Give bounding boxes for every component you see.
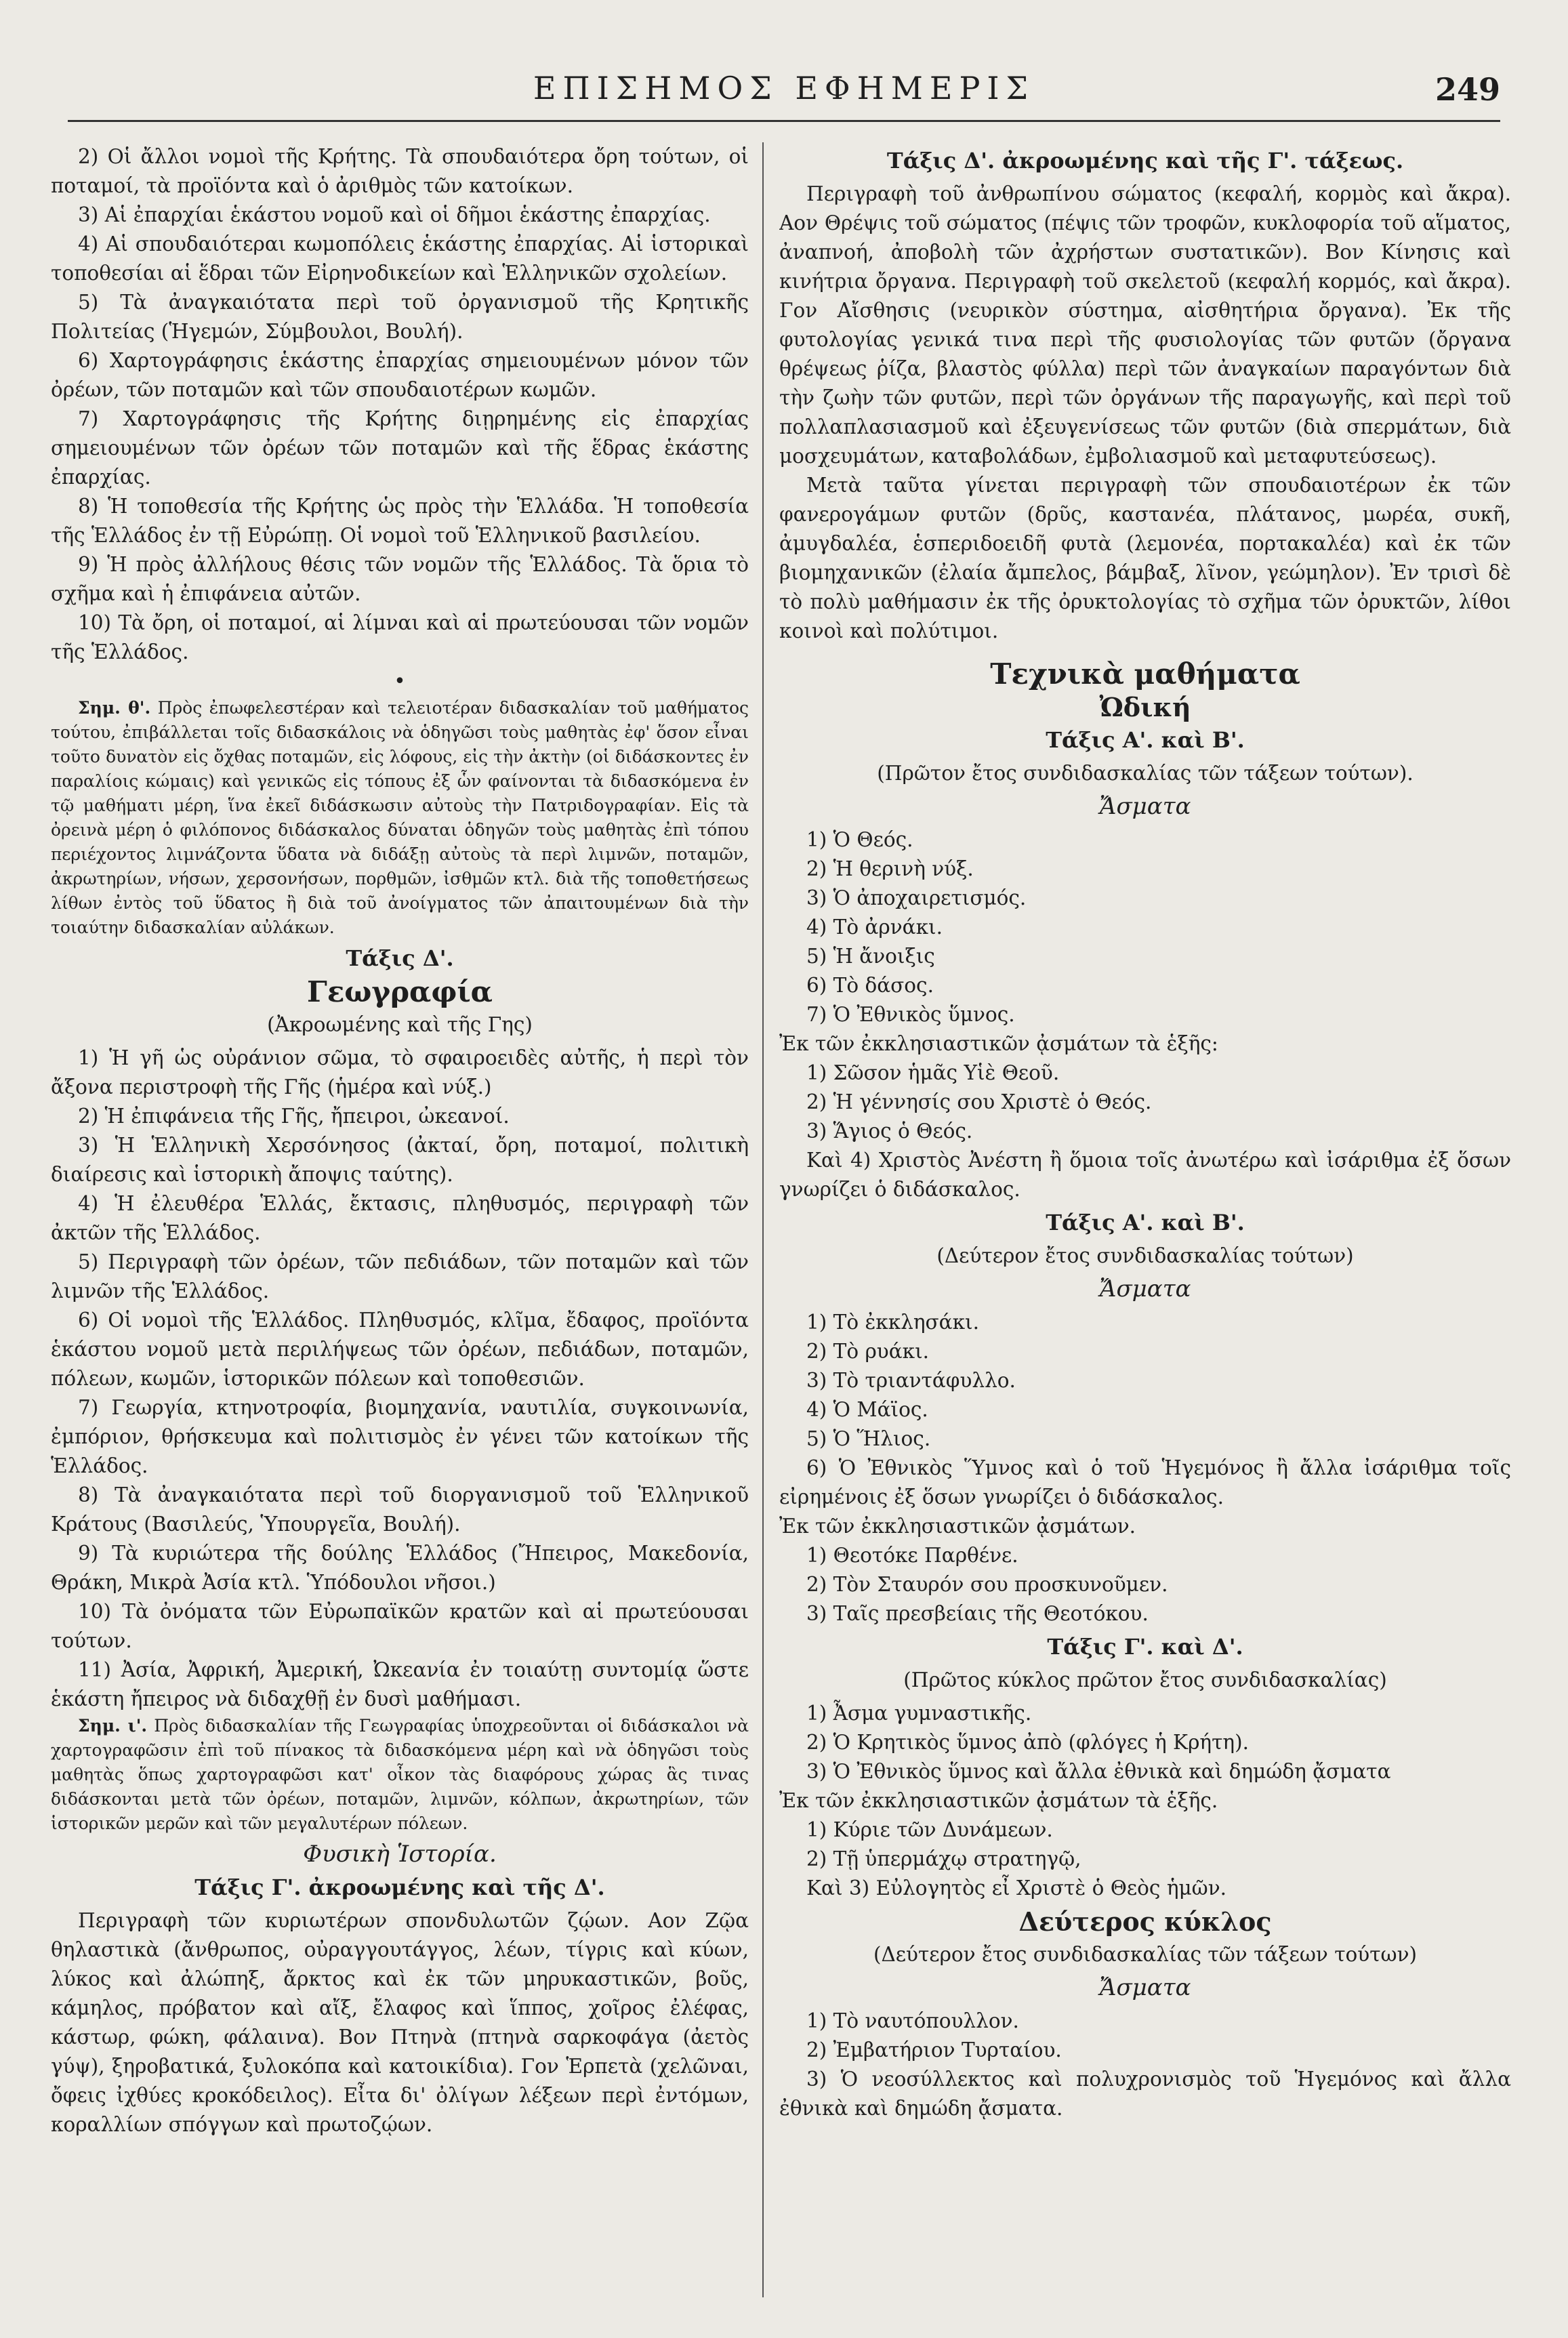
column-divider [762,142,764,2297]
paragraph: Μετὰ ταῦτα γίνεται περιγραφὴ τῶν σπουδαιοτέρων ἐκ τῶν φανερογάμων φυτῶν (δρῦς, καστανέα, πλάτανος, μωρέα, συκῆ, ἀμυγδαλέα, ἑσπεριδοειδῆ φυτὰ (λεμονέα, πορτακαλέα) καὶ ἐκ τῶν βιομηχανικῶν (ἐλαία ἄμπελος, βάμβαξ, λῖνον, γεώμηλον). Ἐν τρισὶ δὲ τὸ πολὺ μαθήμασιν ἐκ τῆς ὀρυκτολογίας τὸ σχῆμα τῶν ὀρυκτῶν, λίθοι κοινοὶ καὶ πολύτιμοι. [779,474,1511,642]
paragraph: Περιγραφὴ τοῦ ἀνθρωπίνου σώματος (κεφαλή, κορμὸς καὶ ἄκρα). Αον Θρέψις τοῦ σώματος (πέψις τῶν τροφῶν, κυκλοφορία τοῦ αἵματος, ἀναπνοή, ἀποβολὴ τῶν ἀχρήστων συστατικῶν). Βον Κίνησις καὶ κινήτρια ὄργανα. Περιγραφὴ τοῦ σκελετοῦ (κεφαλή κορμός, καὶ ἄκρα). Γον Αἴσθησις (νευρικὸν σύστημα, αἰσθητήρια ὄργανα). Ἐκ τῆς φυτολογίας γενικά τινα περὶ τῆς φυσιολογίας τῶν φυτῶν (ὄργανα θρέψεως ῥίζα, βλαστὸς φύλλα) περὶ τῶν ἀναγκαίων παραγόντων διὰ τὴν ζωὴν τῶν φυτῶν, περὶ τῶν ὀργάνων τῆς παραγωγῆς, καὶ περὶ τοῦ πολλαπλασιασμοῦ καὶ ἐξευγενίσεως τῶν φυτῶν (διὰ σπερμάτων, διὰ μοσχευμάτων, καταβολάδων, ἐμβολιασμοῦ καὶ μεταφυτεύσεως). [779,182,1511,468]
list-item: 6) Χαρτογράφησις ἑκάστης ἐπαρχίας σημειουμένων μόνον τῶν ὀρέων, τῶν ποταμῶν καὶ τῶν σπουδαιοτέρων κωμῶν. [51,349,749,401]
section-subtitle: (Πρῶτον ἔτος συνδιδασκαλίας τῶν τάξεων τούτων). [877,762,1414,785]
list-item: 9) Τὰ κυριώτερα τῆς δούλης Ἑλλάδος (Ἤπειρος, Μακεδονία, Θράκη, Μικρὰ Ἀσία κτλ. Ὑπόδουλοι νῆσοι.) [51,1542,749,1594]
list-item: 1) Κύριε τῶν Δυνάμεων. [806,1818,1053,1841]
separator-dot: • [394,670,406,693]
list-item: 6) Τὸ δάσος. [806,974,934,997]
list-item: 1) Τὸ ἐκκλησάκι. [806,1311,979,1334]
list-item: 5) Τὰ ἀναγκαιότατα περὶ τοῦ ὀργανισμοῦ τῆς Κρητικῆς Πολιτείας (Ἡγεμών, Σύμβουλοι, Βουλή). [51,291,749,343]
list-item: 5) Ὁ Ἥλιος. [806,1427,931,1450]
list-item: 3) Ὁ νεοσύλλεκτος καὶ πολυχρονισμὸς τοῦ Ἡγεμόνος καὶ ἄλλα ἐθνικὰ καὶ δημώδη ᾄσματα. [779,2068,1511,2120]
note-label: Σημ. θ'. [78,698,151,718]
paragraph: Καὶ 4) Χριστὸς Ἀνέστη ἢ ὅμοια τοῖς ἀνωτέρω καὶ ἰσάριθμα ἐξ ὅσων γνωρίζει ὁ διδάσκαλος. [779,1149,1511,1201]
songs-title: Ἄσματα [1099,1974,1191,2001]
list-intro: Ἐκ τῶν ἐκκλησιαστικῶν ᾀσμάτων. [779,1515,1136,1538]
list-item: 10) Τὰ ὄρη, οἱ ποταμοί, αἱ λίμναι καὶ αἱ πρωτεύουσαι τῶν νομῶν τῆς Ἑλλάδος. [51,611,749,663]
header-rule [68,120,1500,122]
list-item: 3) Αἱ ἐπαρχίαι ἑκάστου νομοῦ καὶ οἱ δῆμοι ἑκάστης ἐπαρχίας. [78,203,711,226]
list-item: 2) Ἡ θερινὴ νύξ. [806,857,974,880]
note-text: Πρὸς ἐπωφελεστέραν καὶ τελειοτέραν διδασκαλίαν τοῦ μαθήματος τούτου, ἐπιβάλλεται τοῖς διδασκάλοις νὰ ὁδηγῶσι τοὺς μαθητὰς ἐφ' ὅσον εἶναι τοῦτο δυνατὸν εἰς ὄχθας ποταμῶν, εἰς λόφους, εἰς τὴν ἀκτὴν (οἱ διδάσκοντες ἐν παραλίοις κώμαις) καὶ γενικῶς εἰς τόπους ἐξ ὧν φαίνονται τὰ διδασκόμενα ἐν τῷ μαθήματι μέρη, ἵνα ἐκεῖ διδάσκωσιν αὐτοὺς τὴν Πατριδογραφίαν. Εἰς τὰ ὀρεινὰ μέρη ὁ φιλόπονος διδάσκαλος δύναται ὁδηγῶν τοὺς μαθητὰς ἐπὶ τόπου περιέχοντος λιμνάζοντα ὕδατα νὰ διδάξῃ αὐτοὺς τὰ περὶ λιμνῶν, ποταμῶν, ἀκρωτηρίων, νήσων, χερσονήσων, πορθμῶν, ἰσθμῶν κτλ. διὰ τῆς τοποθετήσεως λίθων ἐντὸς τοῦ ὕδατος ἢ διὰ τοῦ ἀνοίγματος τῶν ἀπαιτουμένων διὰ τὴν τοιαύτην διδασκαλίαν αὐλάκων. [51,698,749,937]
list-item: 2) Τῇ ὑπερμάχῳ στρατηγῷ, [806,1847,1081,1870]
list-item: 3) Ἡ Ἑλληνικὴ Χερσόνησος (ἀκταί, ὄρη, ποταμοί, πολιτικὴ διαίρεσις καὶ ἱστορικὴ ἄποψις ταύτης). [51,1134,749,1186]
note-label: Σημ. ι'. [78,1716,148,1736]
note-iota [51,1714,749,1836]
list-item: Καὶ 3) Εὐλογητὸς εἶ Χριστὲ ὁ Θεὸς ἡμῶν. [806,1876,1227,1900]
list-item: 7) Γεωργία, κτηνοτροφία, βιομηχανία, ναυτιλία, συγκοινωνία, ἐμπόριον, θρήσκευμα καὶ πολιτισμὸς ἐν γένει τῶν κατοίκων τῆς Ἑλλάδος. [51,1396,749,1477]
list-item: 3) Ὁ Ἐθνικὸς ὕμνος καὶ ἄλλα ἐθνικὰ καὶ δημώδη ᾄσματα [806,1760,1391,1783]
list-item: 2) Ἐμβατήριον Τυρταίου. [806,2038,1062,2062]
geography-title: Γεωγραφία [307,975,493,1008]
publication-title: ΕΠΙΣΗΜΟΣ ΕΦΗΜΕΡΙΣ [533,70,1035,106]
list-item: 2) Ὁ Κρητικὸς ὕμνος ἀπὸ (φλόγες ἡ Κρήτη). [806,1731,1249,1754]
list-item: 1) Θεοτόκε Παρθένε. [806,1544,1018,1567]
natural-history-class-heading: Τάξις Γ'. ἀκροωμένης καὶ τῆς Δ'. [194,1874,605,1900]
songs-title: Ἄσματα [1099,1275,1191,1303]
geography-subtitle: (Ἀκροωμένης καὶ τῆς Γης) [267,1013,533,1036]
list-item: 8) Ἡ τοποθεσία τῆς Κρήτης ὡς πρὸς τὴν Ἑλλάδα. Ἡ τοποθεσία τῆς Ἑλλάδος ἐν τῇ Εὐρώπῃ. Οἱ νομοὶ τοῦ Ἑλληνικοῦ βασιλείου. [51,495,749,547]
list-item: 4) Ἡ ἐλευθέρα Ἑλλάς, ἔκτασις, πληθυσμός, περιγραφὴ τῶν ἀκτῶν τῆς Ἑλλάδος. [51,1192,749,1244]
list-item: 1) Ἡ γῆ ὡς οὐράνιον σῶμα, τὸ σφαιροειδὲς αὐτῆς, ἡ περὶ τὸν ἄξονα περιστροφὴ τῆς Γῆς (ἡμέρα καὶ νύξ.) [51,1046,749,1099]
list-item: 3) Ἅγιος ὁ Θεός. [806,1120,973,1143]
list-item: 9) Ἡ πρὸς ἀλλήλους θέσις τῶν νομῶν τῆς Ἑλλάδος. Τὰ ὅρια τὸ σχῆμα καὶ ἡ ἐπιφάνεια αὐτῶν. [51,553,749,605]
list-item: 1) Τὸ ναυτόπουλλον. [806,2009,1019,2032]
section-subtitle: (Δεύτερον ἔτος συνδιδασκαλίας τῶν τάξεων τούτων) [873,1943,1418,1966]
class-heading: Τάξις Α'. καὶ Β'. [1046,727,1245,753]
music-title: Ὠδική [1099,692,1191,722]
list-item: 5) Περιγραφὴ τῶν ὀρέων, τῶν πεδιάδων, τῶν ποταμῶν καὶ τῶν λιμνῶν τῆς Ἑλλάδος. [51,1250,749,1303]
page-number: 249 [1435,71,1500,108]
note-text: Πρὸς διδασκαλίαν τῆς Γεωγραφίας ὑποχρεοῦνται οἱ διδάσκαλοι νὰ χαρτογραφῶσιν ἐπὶ τοῦ πίνακος τὰ διδασκόμενα μέρη καὶ νὰ ὁδηγῶσι τοὺς μαθητὰς ὅπως χαρτογραφῶσι κατ' οἶκον τὰς διαφόρους χώρας ἃς τινας διδάσκονται μετὰ τῶν ὀρέων, ποταμῶν, λιμνῶν, κόλπων, ἀκρωτηρίων, τῶν ἱστορικῶν μερῶν καὶ τῶν μεγαλυτέρων πόλεων. [51,1716,749,1833]
list-item: 8) Τὰ ἀναγκαιότατα περὶ τοῦ διοργανισμοῦ τοῦ Ἑλληνικοῦ Κράτους (Βασιλεύς, Ὑπουργεῖα, Βουλή). [51,1483,749,1536]
section-subtitle: (Δεύτερον ἔτος συνδιδασκαλίας τούτων) [936,1244,1354,1267]
list-item: 10) Τὰ ὀνόματα τῶν Εὐρωπαϊκῶν κρατῶν καὶ αἱ πρωτεύουσαι τούτων. [51,1600,749,1652]
list-item: 2) Ἡ γέννησίς σου Χριστὲ ὁ Θεός. [806,1090,1152,1113]
list-item: 11) Ἀσία, Ἀφρική, Ἀμερική, Ὠκεανία ἐν τοιαύτῃ συντομίᾳ ὥστε ἑκάστη ἤπειρος νὰ διδαχθῇ ἐν δυσὶ μαθήμασι. [51,1658,749,1710]
list-intro: Ἐκ τῶν ἐκκλησιαστικῶν ᾀσμάτων τὰ ἑξῆς. [779,1789,1218,1812]
class-heading: Τάξις Α'. καὶ Β'. [1046,1210,1245,1235]
section-subtitle: (Πρῶτος κύκλος πρῶτον ἔτος συνδιδασκαλίας) [903,1668,1387,1691]
songs-title: Ἄσματα [1099,793,1191,820]
list-item: 7) Χαρτογράφησις τῆς Κρήτης διῃρημένης εἰς ἐπαρχίας σημειουμένων τῶν ὀρέων τῶν ποταμῶν καὶ τῆς ἕδρας ἑκάστης ἐπαρχίας. [51,407,749,489]
list-item: 5) Ἡ ἄνοιξις [806,945,935,968]
technical-lessons-title: Τεχνικὰ μαθήματα [990,657,1300,691]
list-item: 3) Τὸ τριαντάφυλλο. [806,1369,1016,1392]
list-item: 1) Σῶσον ἡμᾶς Υἱὲ Θεοῦ. [806,1061,1060,1084]
list-intro: Ἐκ τῶν ἐκκλησιαστικῶν ᾀσμάτων τὰ ἑξῆς: [779,1032,1218,1055]
list-item: 2) Τὸ ρυάκι. [806,1340,930,1363]
list-item: 2) Ἡ ἐπιφάνεια τῆς Γῆς, ἤπειροι, ὠκεανοί. [78,1105,510,1128]
list-item: 1) Ὁ Θεός. [806,828,913,851]
list-item: 2) Οἱ ἄλλοι νομοὶ τῆς Κρήτης. Τὰ σπουδαιότερα ὄρη τούτων, οἱ ποταμοί, τὰ προϊόντα καὶ ὁ ἀριθμὸς τῶν κατοίκων. [51,145,749,197]
list-item: 6) Ὁ Ἐθνικὸς Ὕμνος καὶ ὁ τοῦ Ἡγεμόνος ἢ ἄλλα ἰσάριθμα τοῖς εἰρημένοις ἐξ ὅσων γνωρίζει ὁ διδάσκαλος. [779,1456,1511,1509]
natural-history-title: Φυσικὴ Ἱστορία. [303,1841,497,1868]
list-item: 6) Οἱ νομοὶ τῆς Ἑλλάδος. Πληθυσμός, κλῖμα, ἔδαφος, προϊόντα ἑκάστου νομοῦ μετὰ περιλήψεως τῶν ὀρέων, πεδιάδων, ποταμῶν, πόλεων, κωμῶν, ἱστορικῶν πόλεων καὶ τοποθεσιῶν. [51,1309,749,1390]
list-item: 3) Ὁ ἀποχαιρετισμός. [806,886,1027,909]
right-column [779,142,1511,2311]
left-column [51,142,749,2311]
list-item: 4) Ὁ Μάϊος. [806,1398,928,1421]
geography-class-heading: Τάξις Δ'. [346,945,454,971]
list-item: 3) Ταῖς πρεσβείαις τῆς Θεοτόκου. [806,1602,1149,1625]
list-item: 4) Αἱ σπουδαιότεραι κωμοπόλεις ἑκάστης ἐπαρχίας. Αἱ ἱστορικαὶ τοποθεσίαι αἱ ἕδραι τῶν Εἰρηνοδικείων καὶ Ἑλληνικῶν σχολείων. [51,232,749,285]
second-cycle-title: Δεύτερος κύκλος [1018,1906,1272,1937]
list-item: 4) Τὸ ἀρνάκι. [806,916,943,939]
class-heading: Τάξις Δ'. ἀκροωμένης καὶ τῆς Γ'. τάξεως. [886,148,1404,173]
class-heading: Τάξις Γ'. καὶ Δ'. [1047,1634,1243,1660]
list-item: 2) Τὸν Σταυρόν σου προσκυνοῦμεν. [806,1573,1168,1596]
natural-history-text: Περιγραφὴ τῶν κυριωτέρων σπονδυλωτῶν ζῴων. Αον Ζῷα θηλαστικὰ (ἄνθρωπος, οὐραγγουτάγγος, λέων, τίγρις καὶ κύων, λύκος καὶ ἀλώπηξ, ἄρκτος καὶ ἐκ τῶν μηρυκαστικῶν, βοῦς, κάμηλος, πρόβατον καὶ αἴξ, ἔλαφος καὶ ἵππος, χοῖρος ἐλέφας, κάστωρ, φώκη, φάλαινα). Βον Πτηνὰ (πτηνὰ σαρκοφάγα (ἀετὸς γύψ), ξηροβατικά, ξυλοκόπα καὶ κατοικίδια). Γον Ἑρπετὰ (χελῶναι, ὄφεις ἰχθύες κροκόδειλος). Εἶτα δι' ὀλίγων λέξεων περὶ ἐντόμων, κοραλλίων σπόγγων καὶ πρωτοζῴων. [51,1909,749,2136]
list-item: 1) Ἆσμα γυμναστικῆς. [806,1702,1032,1725]
note-theta [51,696,749,940]
list-item: 7) Ὁ Ἐθνικὸς ὕμνος. [806,1003,1015,1026]
page-header [41,64,1527,125]
